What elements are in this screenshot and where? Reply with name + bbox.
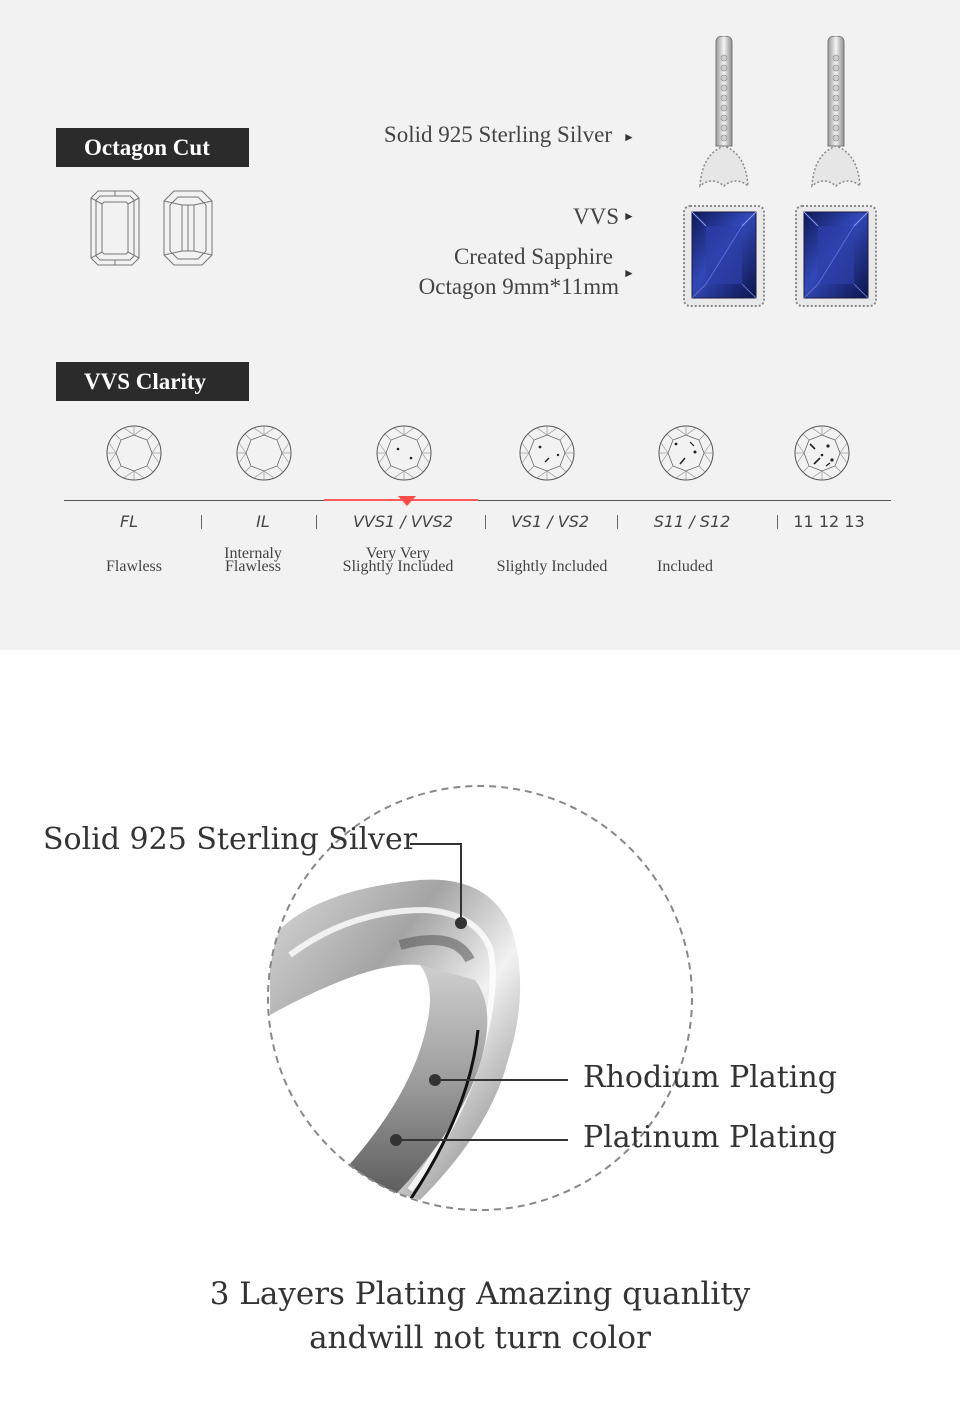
grade-separator: [485, 515, 486, 529]
desc-vs: Slightly Included: [496, 558, 608, 575]
clarity-marker-icon: [398, 496, 416, 507]
callout-stone-line2: Octagon 9mm*11mm: [418, 274, 619, 299]
tagline-line2: andwill not turn color: [309, 1320, 651, 1356]
grade-separator: [316, 515, 317, 529]
diamond-vvs-icon: [377, 426, 431, 480]
octagon-cut-badge: Octagon Cut: [56, 128, 249, 167]
callout-vvs: VVS: [572, 204, 619, 229]
diamond-vs-icon: [520, 426, 574, 480]
grade-vs: VS1 / VS2: [510, 512, 590, 531]
grade-vvs: VVS1 / VVS2: [352, 512, 453, 531]
callout-stone-line1: Created Sapphire: [453, 244, 613, 269]
sapphire-earrings-image: [676, 36, 908, 336]
arrow-icon: ►: [623, 209, 635, 223]
diamond-i-icon: [795, 426, 849, 480]
clarity-diamond-row: [100, 422, 860, 484]
diamond-fl-icon: [107, 426, 161, 480]
diamond-si-icon: [659, 426, 713, 480]
desc-vvs-line1: Very Very: [365, 545, 431, 562]
callout-silver: Solid 925 Sterling Silver: [383, 122, 612, 147]
grade-separator: [777, 515, 778, 529]
desc-flawless: Flawless: [106, 558, 162, 575]
grade-fl: FL: [119, 512, 139, 531]
tagline-line1: 3 Layers Plating Amazing quanlity: [209, 1276, 751, 1312]
diamond-il-icon: [237, 426, 291, 480]
grade-i: 11 12 13: [793, 512, 865, 531]
vvs-clarity-badge: VVS Clarity: [56, 362, 249, 401]
arrow-icon: ►: [623, 266, 635, 280]
desc-il-line1: Internaly: [224, 545, 282, 562]
desc-il-line2: Flawless: [225, 558, 281, 575]
grade-si: S11 / S12: [653, 512, 731, 531]
label-platinum-plating: Platinum Plating: [583, 1120, 837, 1155]
octagon-cut-diagram: [88, 188, 220, 268]
label-rhodium-plating: Rhodium Plating: [583, 1060, 837, 1095]
grade-separator: [201, 515, 202, 529]
label-sterling-silver: Solid 925 Sterling Silver: [43, 822, 418, 857]
grade-separator: [617, 515, 618, 529]
desc-si: Included: [657, 558, 713, 575]
desc-vvs-line2: Slightly Included: [342, 558, 454, 575]
grade-il: IL: [256, 512, 270, 531]
arrow-icon: ►: [623, 130, 635, 144]
